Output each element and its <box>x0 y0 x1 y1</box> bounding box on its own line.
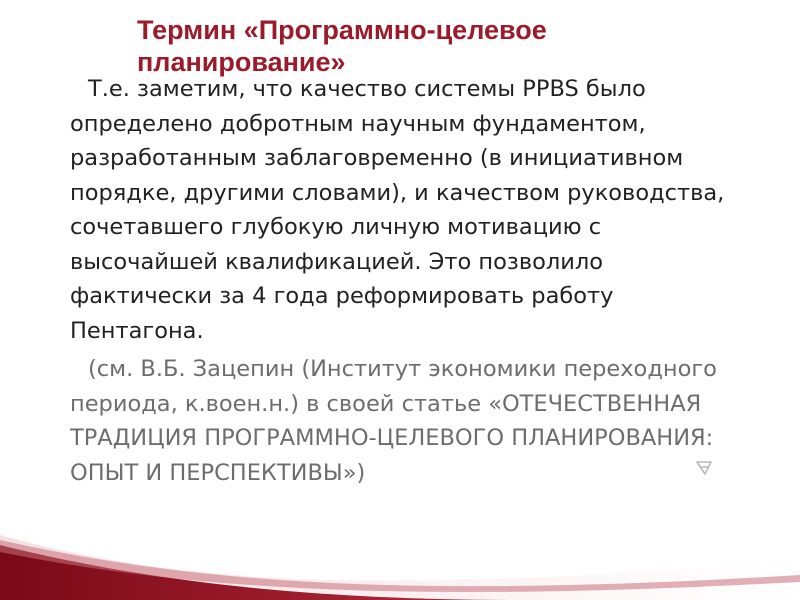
pen-annotation-icon <box>695 458 715 478</box>
citation-paragraph: (см. В.Б. Зацепин (Институт экономики переходного периода, к.воен.н.) в своей статье «ОТЕЧЕСТВЕННАЯ ТРАДИЦИЯ ПРОГРАММНО-ЦЕЛЕВОГО ПЛАНИРОВАНИЯ: ОПЫТ И ПЕРСПЕКТИВЫ») <box>70 356 717 486</box>
slide-title: Термин «Программно-целевое планирование» <box>137 15 547 77</box>
slide-body <box>70 72 740 490</box>
main-paragraph: Т.е. заметим, что качество системы PPBS было определено добротным научным фундаментом, разработанным заблаговременно (в инициативном порядке, другими словами), и качеством руководства, сочетавшего глубокую личную мотивацию с высочайшей квалификацией. Это позволило фактически за 4 года реформировать работу Пентагона. <box>70 76 725 344</box>
